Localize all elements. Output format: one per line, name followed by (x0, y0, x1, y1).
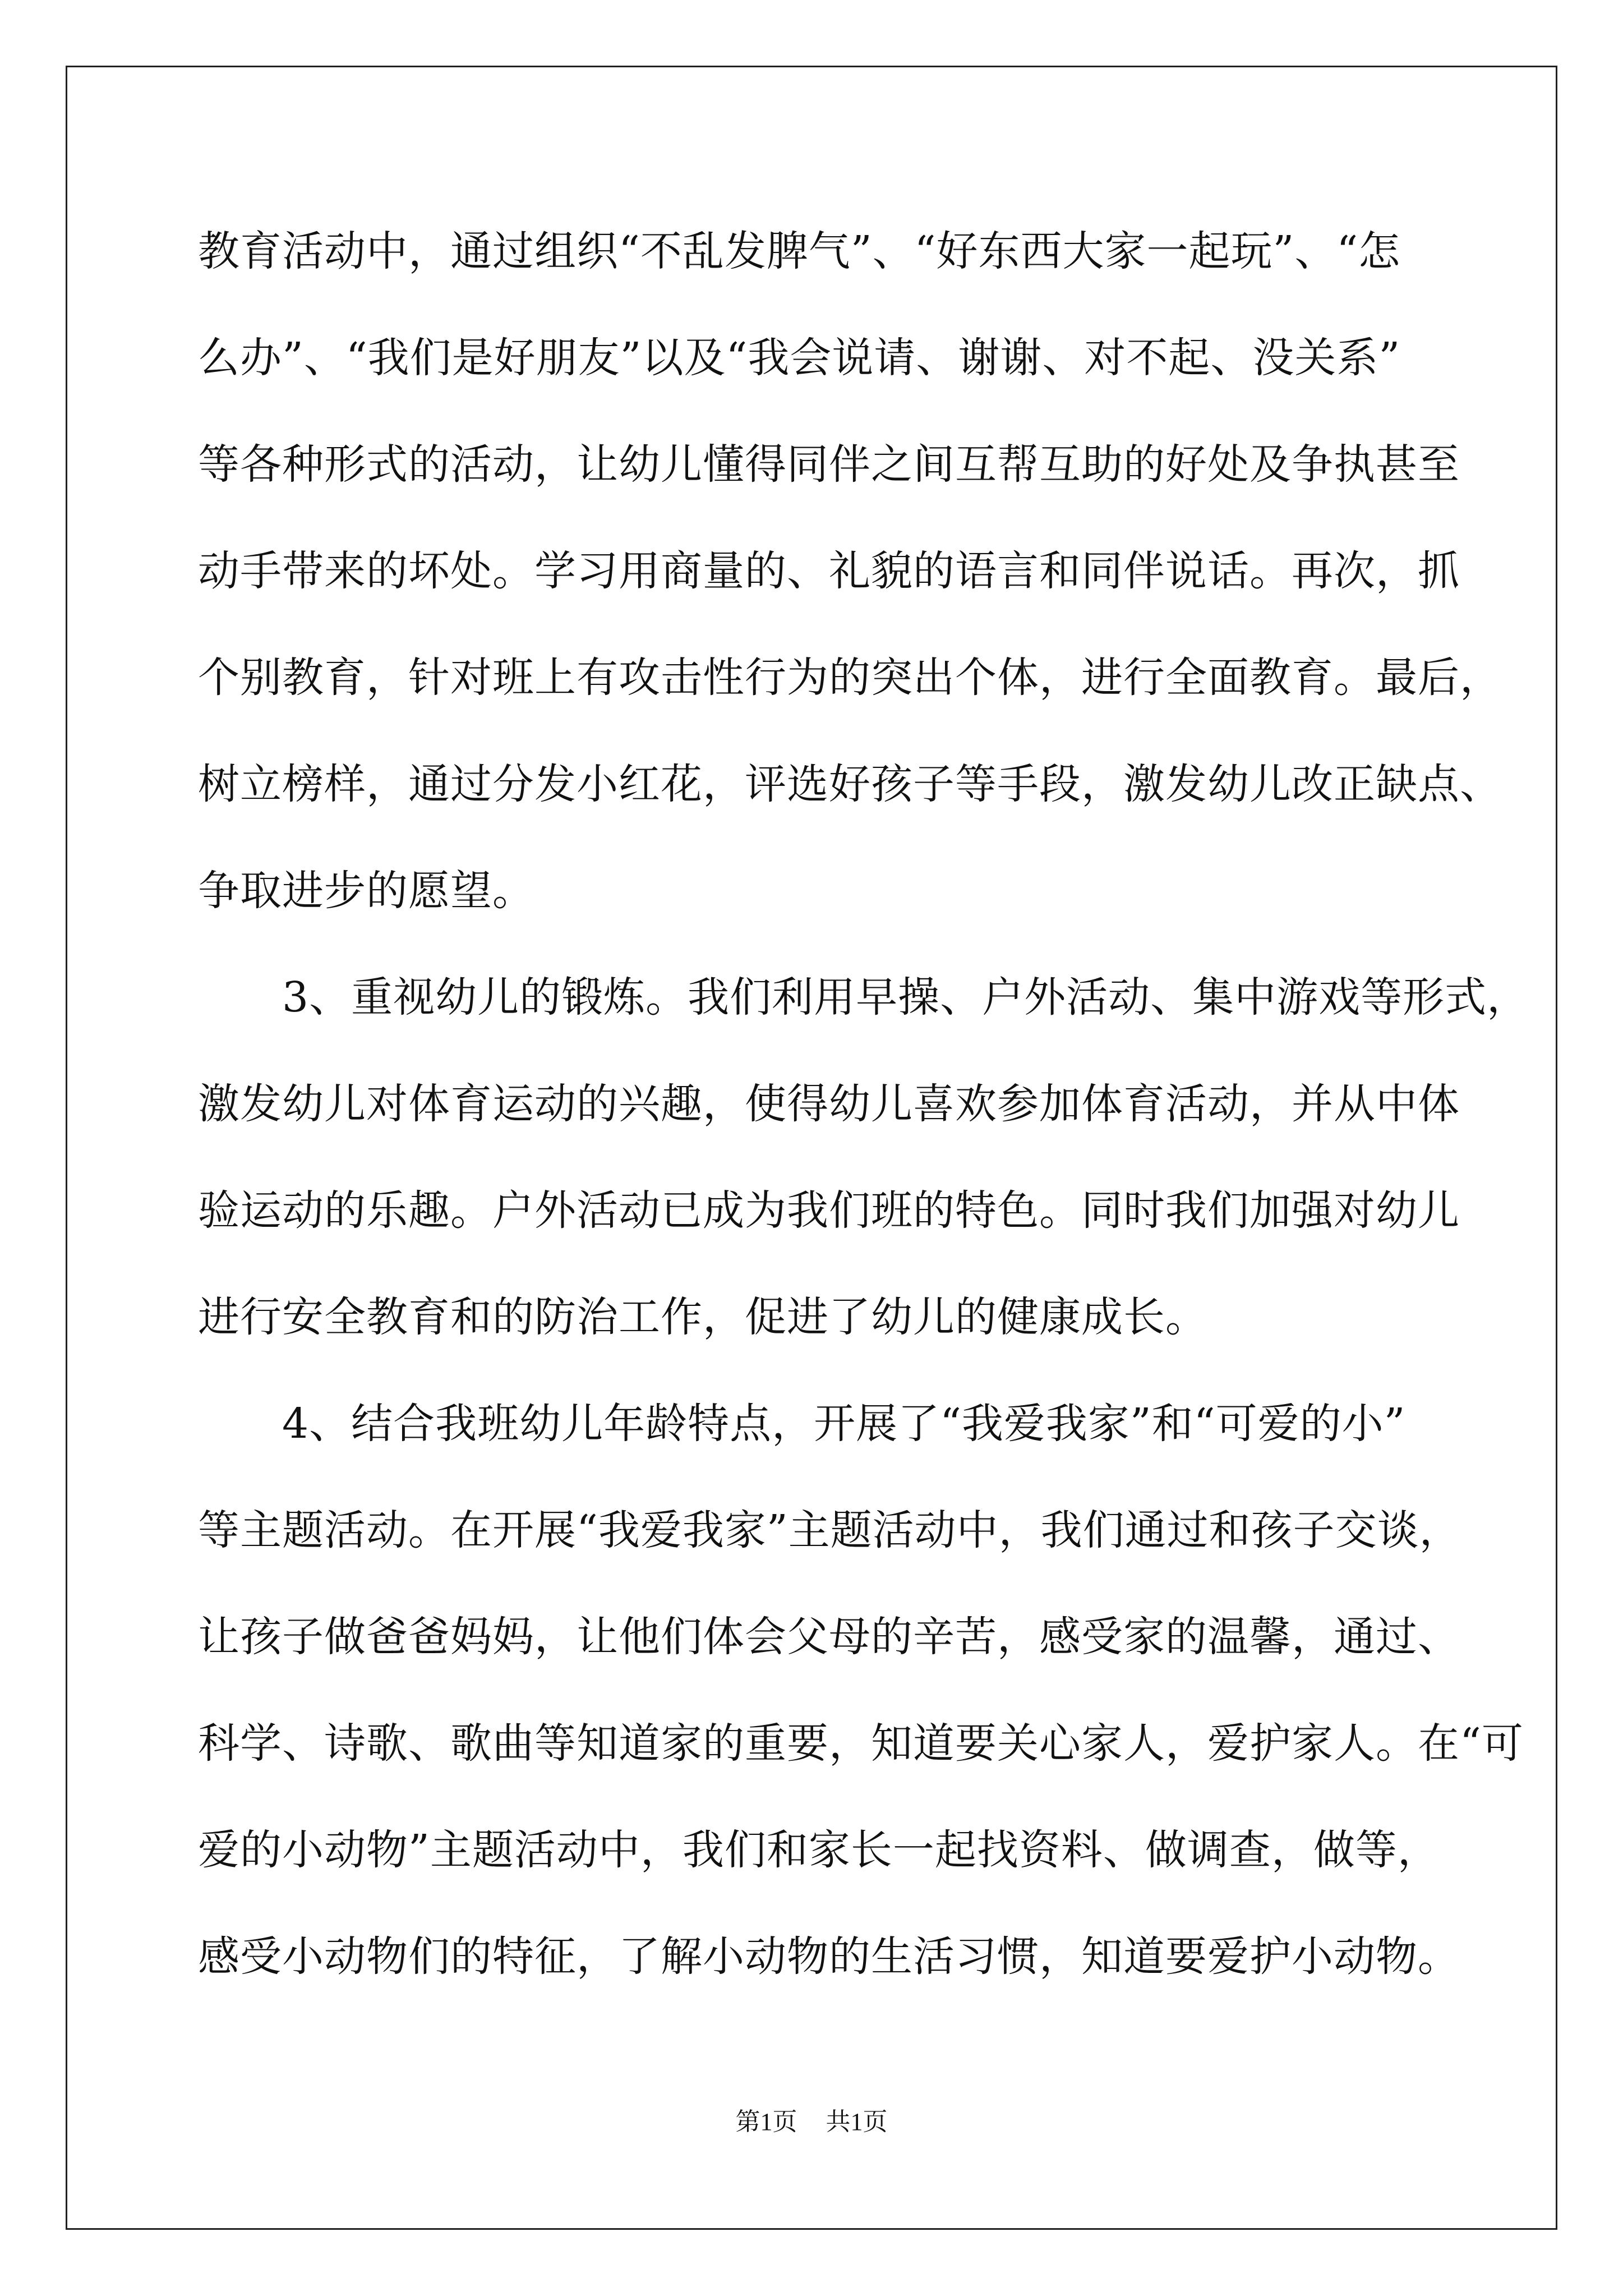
text-line: 等各种形式的活动，让幼儿懂得同伴之间互帮互助的好处及争执甚至 (198, 440, 1460, 489)
document-body (198, 218, 1529, 2030)
text-line: 感受小动物们的特征，了解小动物的生活习惯，知道要爱护小动物。 (198, 1932, 1460, 1981)
text-line: 爱的小动物”主题活动中，我们和家长一起找资料、做调查，做等， (198, 1826, 1440, 1874)
text-line: 么办”、“我们是好朋友”以及“我会说请、谢谢、对不起、没关系” (198, 334, 1401, 382)
paragraph-start-line: 4、结合我班幼儿年龄特点，开展了“我爱我家”和“可爱的小” (282, 1400, 1406, 1448)
paragraph-start-line: 3、重视幼儿的锻炼。我们利用早操、户外活动、集中游戏等形式， (282, 973, 1529, 1022)
text-line: 树立榜样，通过分发小红花，评选好孩子等手段，激发幼儿改正缺点、 (198, 760, 1502, 808)
page-footer (0, 2101, 1623, 2137)
text-line: 让孩子做爸爸妈妈，让他们体会父母的辛苦，感受家的温馨，通过、 (198, 1613, 1460, 1661)
text-line: 科学、诗歌、歌曲等知道家的重要，知道要关心家人，爱护家人。在“可 (198, 1719, 1524, 1768)
page-total: 共1页 (826, 2108, 888, 2136)
text-line: 教育活动中，通过组织“不乱发脾气”、“好东西大家一起玩”、“怎 (198, 227, 1401, 275)
text-line: 激发幼儿对体育运动的兴趣，使得幼儿喜欢参加体育活动，并从中体 (198, 1080, 1460, 1128)
text-line: 争取进步的愿望。 (198, 867, 534, 915)
page-number: 第1页 (735, 2108, 797, 2136)
text-line: 验运动的乐趣。户外活动已成为我们班的特色。同时我们加强对幼儿 (198, 1186, 1460, 1235)
text-line: 动手带来的坏处。学习用商量的、礼貌的语言和同伴说话。再次，抓 (198, 547, 1460, 595)
text-line: 个别教育，针对班上有攻击性行为的突出个体，进行全面教育。最后， (198, 654, 1502, 702)
text-line: 等主题活动。在开展“我爱我家”主题活动中，我们通过和孩子交谈， (198, 1506, 1461, 1554)
text-line: 进行安全教育和的防治工作，促进了幼儿的健康成长。 (198, 1293, 1207, 1341)
